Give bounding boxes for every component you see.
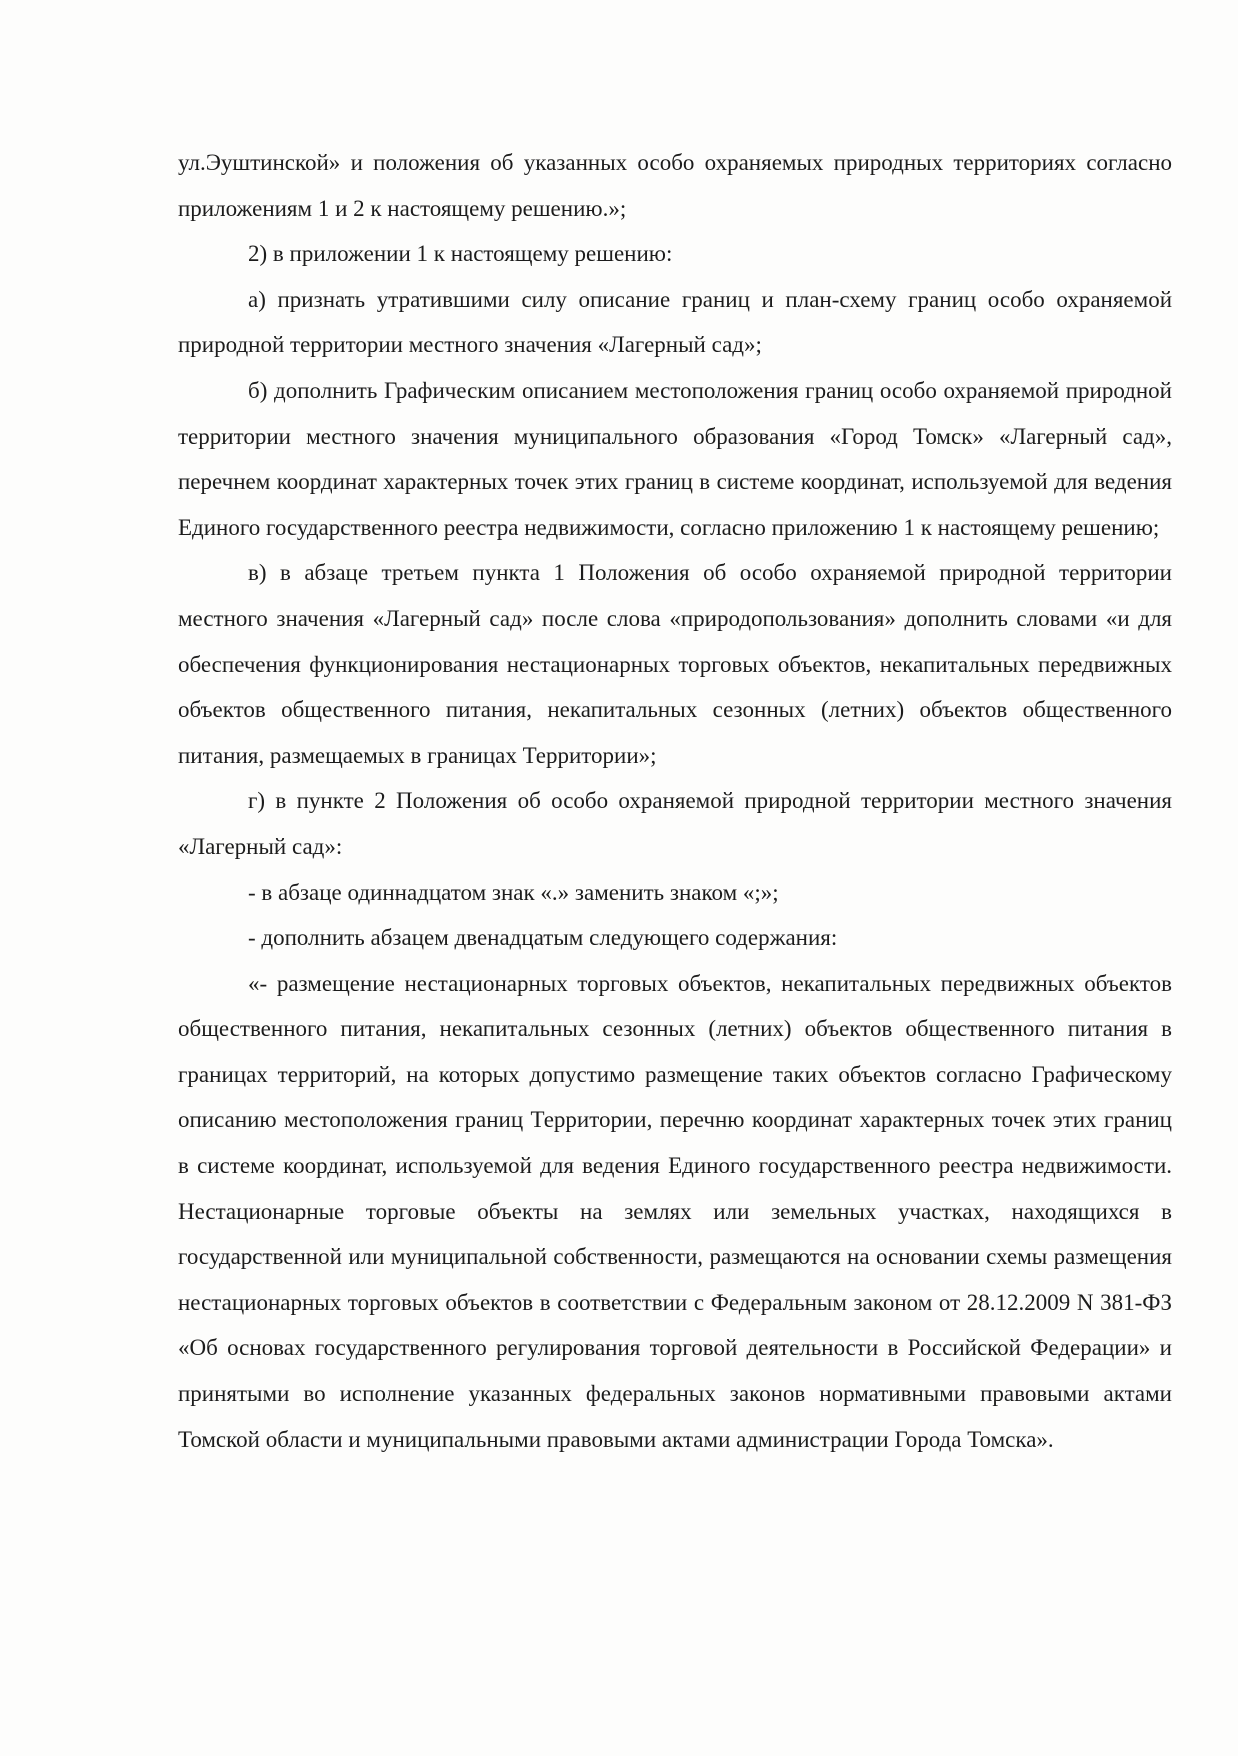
paragraph-subitem-eleventh: - в абзаце одиннадцатом знак «.» заменить знаком «;»; (248, 879, 779, 905)
paragraph-item-g: г) в пункте 2 Положения об особо охраняемой природной территории местного значения «Лагерный сад»: (178, 788, 1172, 859)
paragraph-quoted-text: «- размещение нестационарных торговых объектов, некапитальных передвижных объектов общественного питания, некапитальных сезонных (летних) объектов общественного питания в границах территорий, на которых допустимо размещение таких объектов согласно Графическому описанию местоположения границ Территории, перечню координат характерных точек этих границ в системе координат, используемой для ведения Единого государственного реестра недвижимости. Нестационарные торговые объекты на землях или земельных участках, находящихся в государственной или муниципальной собственности, размещаются на основании схемы размещения нестационарных торговых объектов в соответствии с Федеральным законом от 28.12.2009 N 381-ФЗ «Об основах государственного регулирования торговой деятельности в Российской Федерации» и принятыми во исполнение указанных федеральных законов нормативными правовыми актами Томской области и муниципальными правовыми актами администрации Города Томска». (178, 970, 1172, 1452)
paragraph-subitem-twelfth: - дополнить абзацем двенадцатым следующего содержания: (248, 925, 838, 951)
paragraph-item-v: в) в абзаце третьем пункта 1 Положения об особо охраняемой природной территории местного значения «Лагерный сад» после слова «природопользования» дополнить словами «и для обеспечения функционирования нестационарных торговых объектов, некапитальных передвижных объектов общественного питания, некапитальных сезонных (летних) объектов общественного питания, размещаемых в границах Территории»; (178, 560, 1172, 768)
paragraph-continuation: ул.Эуштинской» и положения об указанных особо охраняемых природных территориях согласно приложениям 1 и 2 к настоящему решению.»; (178, 150, 1172, 221)
paragraph-item-b: б) дополнить Графическим описанием местоположения границ особо охраняемой природной территории местного значения муниципального образования «Город Томск» «Лагерный сад», перечнем координат характерных точек этих границ в системе координат, используемой для ведения Единого государственного реестра недвижимости, согласно приложению 1 к настоящему решению; (178, 377, 1172, 540)
document-body (178, 140, 1172, 1462)
paragraph-item-2: 2) в приложении 1 к настоящему решению: (248, 241, 673, 267)
paragraph-item-a: а) признать утратившими силу описание границ и план-схему границ особо охраняемой природной территории местного значения «Лагерный сад»; (178, 286, 1172, 358)
